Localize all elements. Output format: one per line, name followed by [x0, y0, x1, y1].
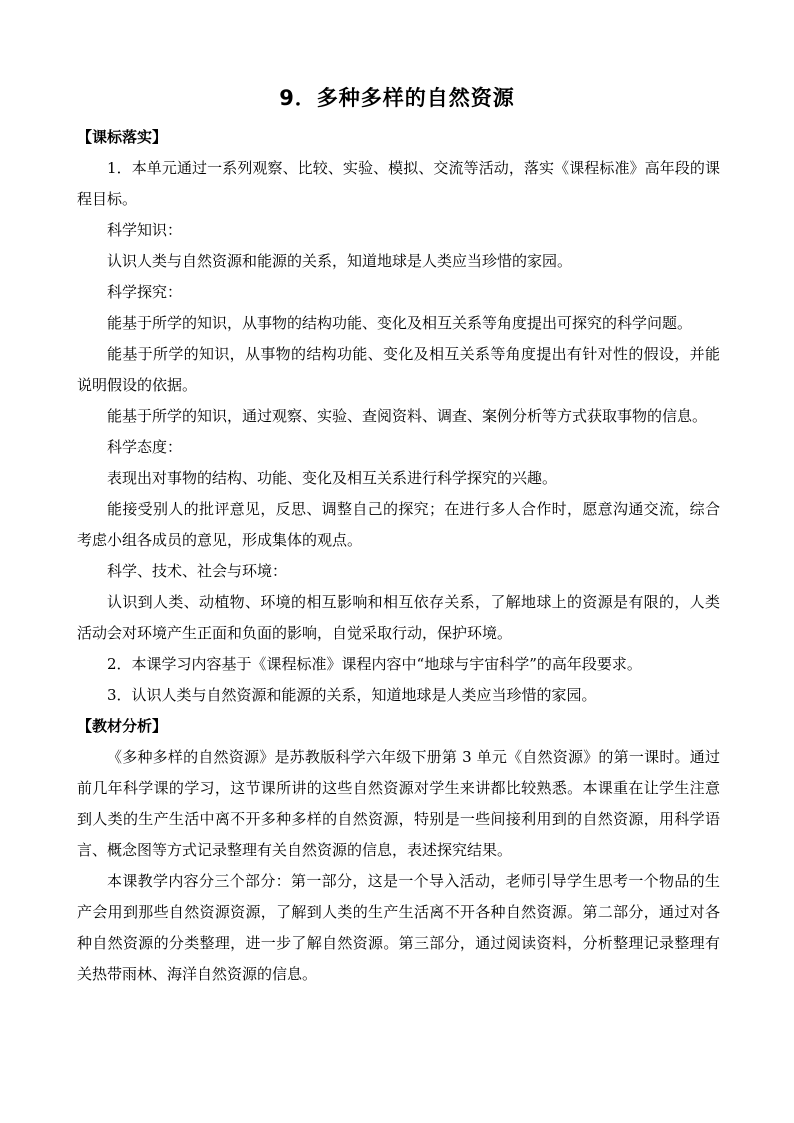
section-heading-curriculum: 【课标落实】	[77, 128, 168, 146]
paragraph: 本课教学内容分三个部分：第一部分，这是一个导入活动，老师引导学生思考一个物品的生产会用到那些自然资源资源，了解到人类的生产生活离不开各种自然资源。第二部分，通过对各种自然资源的分类整理，进一步了解自然资源。第三部分，通过阅读资料，分析整理记录整理有关热带雨林、海洋自然资源的信息。	[77, 872, 720, 983]
document-body	[77, 122, 720, 990]
paragraph: 科学知识：	[107, 221, 183, 239]
paragraph: 《多种多样的自然资源》是苏教版科学六年级下册第 3 单元《自然资源》的第一课时。通过前几年科学课的学习，这节课所讲的这些自然资源对学生来讲都比较熟悉。本课重在让学生注意到人类的生产生活中离不开多种多样的自然资源，特别是一些间接利用到的自然资源，用科学语言、概念图等方式记录整理有关自然资源的信息，表述探究结果。	[77, 748, 720, 859]
paragraph: 能接受别人的批评意见，反思、调整自己的探究；在进行多人合作时，愿意沟通交流，综合考虑小组各成员的意见，形成集体的观点。	[77, 500, 720, 549]
paragraph: 科学探究：	[107, 283, 183, 301]
paragraph: 认识到人类、动植物、环境的相互影响和相互依存关系，了解地球上的资源是有限的，人类活动会对环境产生正面和负面的影响，自觉采取行动，保护环境。	[77, 593, 720, 642]
paragraph: 能基于所学的知识，通过观察、实验、查阅资料、调查、案例分析等方式获取事物的信息。	[107, 407, 708, 425]
section-heading-textbook: 【教材分析】	[77, 717, 168, 735]
paragraph: 科学态度：	[107, 438, 183, 456]
page-title: 9．多种多样的自然资源	[279, 86, 515, 110]
paragraph: 认识人类与自然资源和能源的关系，知道地球是人类应当珍惜的家园。	[107, 252, 573, 270]
paragraph: 2．本课学习内容基于《课程标准》课程内容中“地球与宇宙科学”的高年段要求。	[107, 655, 642, 673]
paragraph: 能基于所学的知识，从事物的结构功能、变化及相互关系等角度提出可探究的科学问题。	[107, 314, 693, 332]
paragraph: 能基于所学的知识，从事物的结构功能、变化及相互关系等角度提出有针对性的假设，并能说明假设的依据。	[77, 345, 720, 394]
paragraph: 科学、技术、社会与环境：	[107, 562, 288, 580]
paragraph: 表现出对事物的结构、功能、变化及相互关系进行科学探究的兴趣。	[107, 469, 558, 487]
paragraph: 3．认识人类与自然资源和能源的关系，知道地球是人类应当珍惜的家园。	[107, 686, 597, 704]
paragraph: 1．本单元通过一系列观察、比较、实验、模拟、交流等活动，落实《课程标准》高年段的课程目标。	[77, 159, 720, 208]
